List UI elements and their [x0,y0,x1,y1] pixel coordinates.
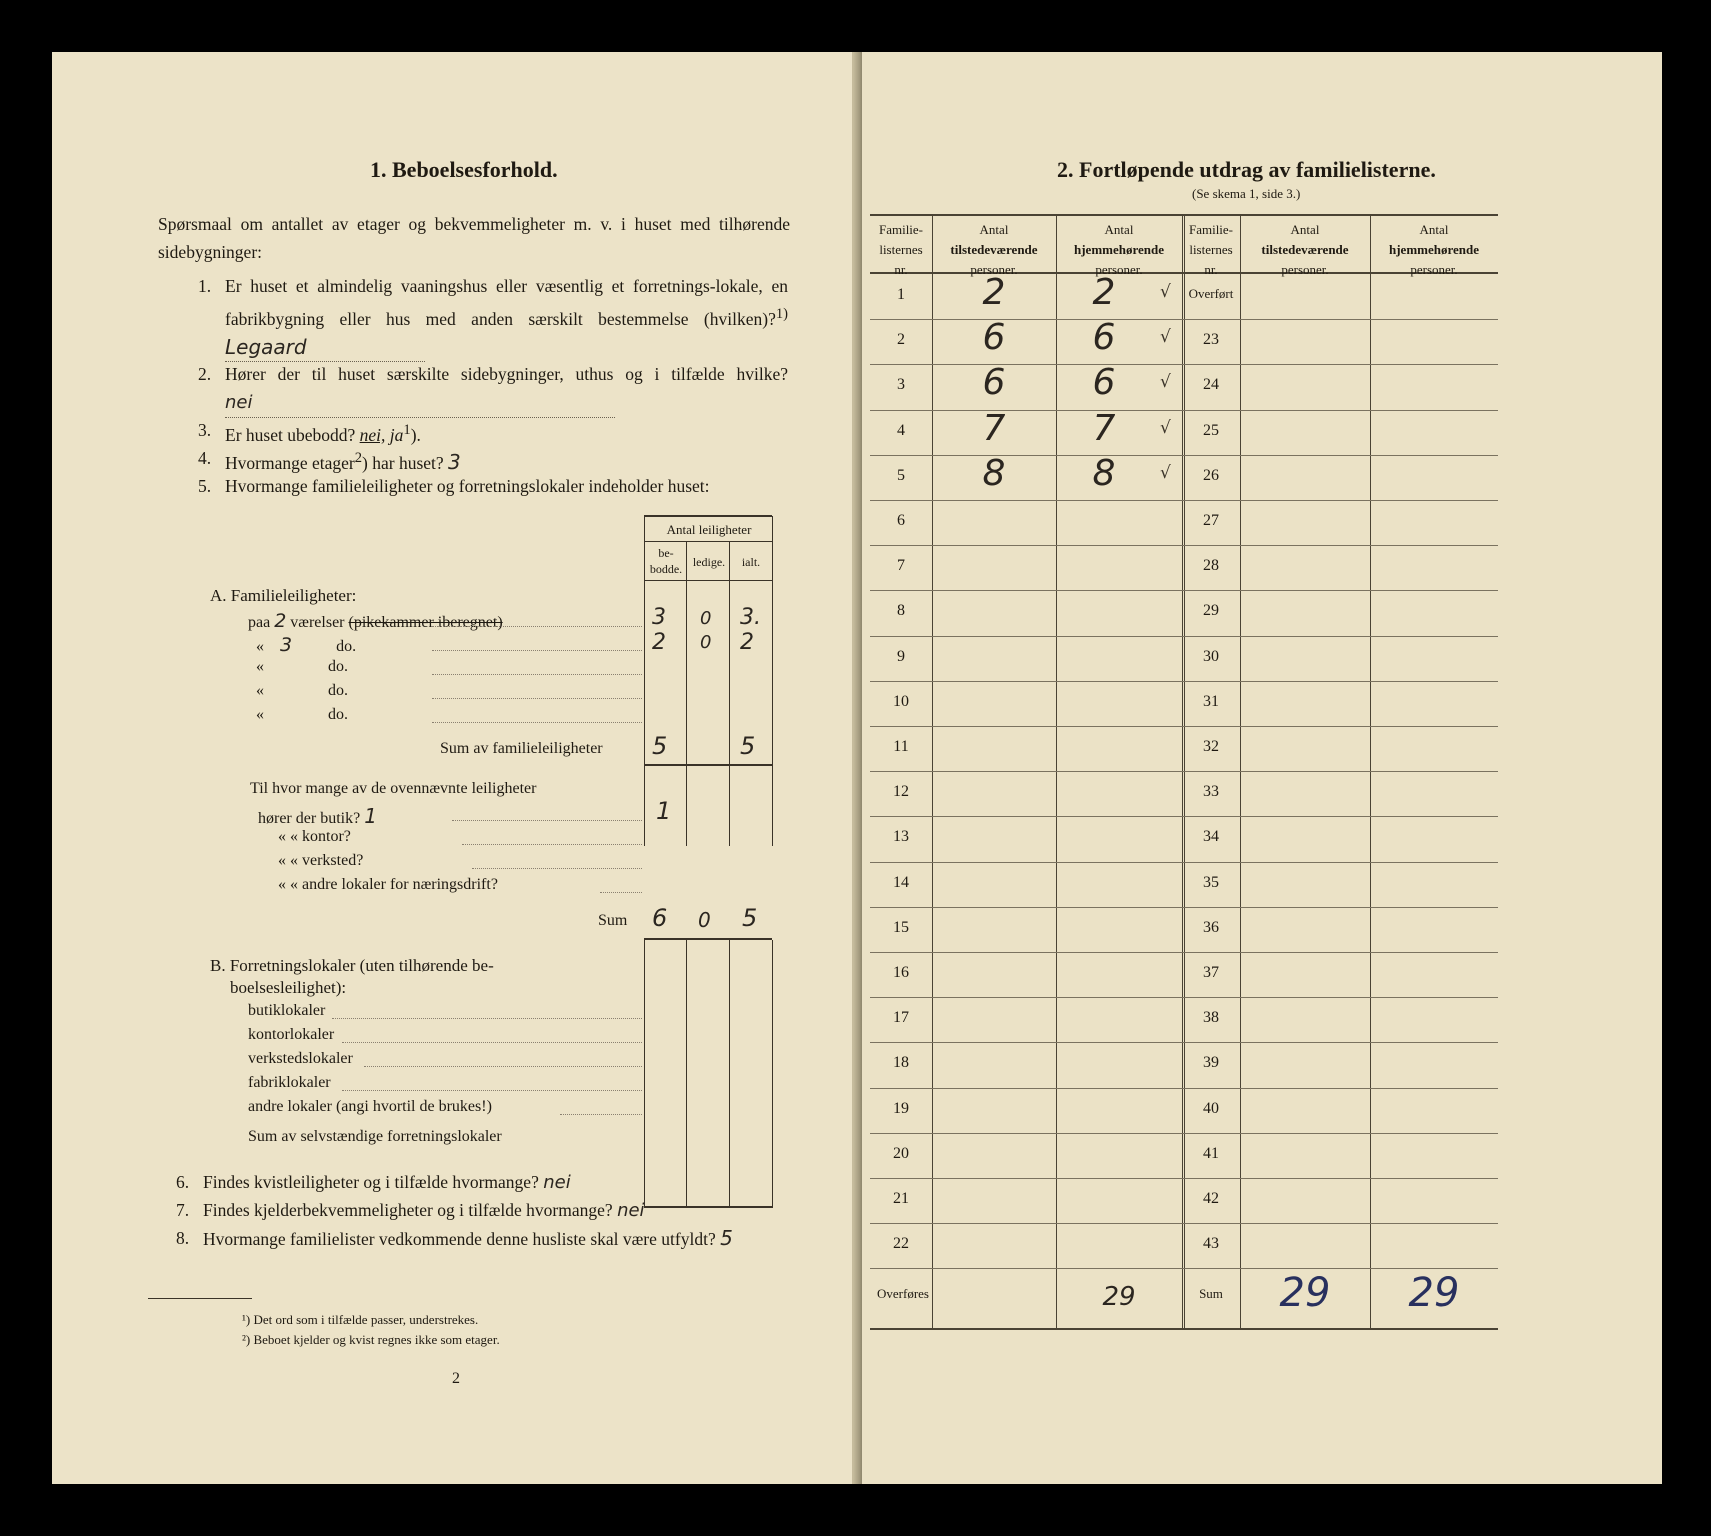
table-head: Antal leiligheter [666,522,752,537]
right-list-number: 29 [1203,602,1219,620]
left-list-number: 13 [893,828,909,846]
present-count: 6 [982,317,1006,359]
table-bottom-rule [870,1328,1498,1330]
right-list-number: 26 [1203,466,1219,484]
a1-bebodde: 3 [652,605,666,630]
row-rule-13 [870,862,1498,863]
question-3: 3. Er huset ubebodd? nei, $ja^1$). [198,420,421,445]
footnote-1: ¹) Det ord som i tilfælde passer, understrekes. [242,1312,479,1327]
a1-ledige: 0 [700,608,712,629]
table-header-3-line-3: personer. [1095,262,1143,277]
row-rule-20 [870,1178,1498,1179]
table-header-4-line-2: listernes [1189,242,1233,257]
home-count: 2 [1092,272,1116,313]
question-2: 2. Hører der til huset særskilte sidebygninger, uthus og i tilfælde hvilke? nei [198,360,788,418]
left-list-number: 18 [893,1054,909,1072]
left-list-number: 7 [897,557,905,575]
butik-question-1: Til hvor mange av de ovennævnte leiligheter [250,780,537,797]
question-5: 5. Hvormange familieleiligheter og forretningslokaler indeholder huset: [198,476,710,496]
left-list-number: 4 [897,421,905,439]
present-count: 2 [982,272,1006,313]
right-list-number: 28 [1203,557,1219,575]
row-rule-5 [870,500,1498,501]
col-ialt: ialt. [741,555,761,569]
right-list-number: 24 [1203,376,1219,394]
row-a2: « 3 do. [256,634,357,656]
present-count: 6 [982,362,1006,404]
right-list-number: 30 [1203,647,1219,665]
table-header-2-line-2: tilstedeværende [950,242,1038,257]
left-list-number: 2 [897,331,905,349]
table-header-5-line-2: tilstedeværende [1261,242,1349,257]
b-row-1: butiklokaler [248,1002,326,1019]
left-list-number: 5 [897,466,905,484]
check-mark: √ [1160,417,1171,438]
table-header-5-line-1: Antal [1290,222,1320,237]
sum-label: Sum [598,912,628,929]
row-rule-12 [870,816,1498,817]
question-7: 7. Findes kjelderbekvemmeligheter og i tilfælde hvormange? nei [176,1200,645,1221]
right-list-number: 36 [1203,918,1219,936]
right-list-number: 27 [1203,512,1219,529]
table-header-1-line-2: listernes [879,242,923,257]
right-list-number: 43 [1203,1235,1219,1253]
sum-bebodde: 6 [652,904,668,932]
table-header-2-line-1: Antal [979,222,1009,237]
right-list-number: 35 [1203,873,1219,891]
question-1: 1. Er huset et almindelig vaaningshus eller væsentlig et forretnings-lokale, en fabrikbygning eller hus med anden særskilt bestemmelse (hvilken)?$^{1)}$ Legaard [198,272,788,362]
right-page-title: 2. Fortløpende utdrag av familielisterne. [1057,157,1436,182]
left-page-title: 1. Beboelsesforhold. [370,157,558,182]
left-list-number: 19 [893,1099,909,1117]
left-list-number: 8 [897,602,905,620]
sum-a-bebodde: 5 [652,732,668,760]
table-header-6-line-3: personer. [1410,262,1458,277]
table-header-3-line-1: Antal [1104,222,1134,237]
section-a-label: A. Familieleiligheter: [210,586,357,605]
col-ledige: ledige. [692,555,726,569]
kontor-row: « « kontor? [278,828,351,845]
overfores-label: Overføres [877,1286,929,1302]
question-8: 8. Hvormange familielister vedkommende denne husliste skal være utfyldt? 5 [176,1226,733,1250]
row-a4: « do. [256,682,348,699]
row-a3: « do. [256,658,348,675]
andre-row: « « andre lokaler for næringsdrift? [278,876,498,893]
row-rule-11 [870,771,1498,772]
right-list-number: 39 [1203,1054,1219,1072]
b-row-2: kontorlokaler [248,1026,335,1043]
left-list-number: 11 [893,738,909,755]
check-mark: √ [1160,462,1171,483]
home-count: 6 [1092,362,1116,404]
table-header-6-line-1: Antal [1419,222,1449,237]
left-list-number: 1 [897,286,905,303]
table-header-1-line-3: nr. [894,262,908,277]
left-list-number: 14 [893,873,909,891]
sum-b-label: Sum av selvstændige forretningslokaler [248,1128,502,1145]
row-rule-18 [870,1088,1498,1089]
right-list-number: Overført [1188,286,1234,301]
present-count: 7 [982,407,1006,449]
a2-bebodde: 2 [652,630,666,655]
row-rule-15 [870,952,1498,953]
left-list-number: 16 [893,964,909,981]
right-list-number: 42 [1203,1190,1219,1207]
table-header-6-line-2: hjemmehørende [1388,242,1480,257]
butik-value: 1 [656,797,672,825]
right-page-subtitle: (Se skema 1, side 3.) [1192,186,1301,201]
row-rule-7 [870,590,1498,591]
q4-answer: 3 [448,449,461,474]
table-header-5-line-3: personer. [1281,262,1329,277]
present-count: 8 [982,452,1006,494]
right-list-number: 32 [1203,738,1219,755]
left-list-number: 12 [893,783,909,801]
row-a1: paa 2 værelser (pikekammer iberegnet) [248,610,503,632]
familielister-table [862,52,1662,1484]
home-count: 7 [1092,407,1116,449]
row-rule-17 [870,1042,1498,1043]
q2-answer: nei [225,389,615,418]
left-list-number: 22 [893,1235,909,1253]
a2-ialt: 2 [740,630,754,655]
left-list-number: 6 [897,512,905,529]
check-mark: √ [1160,372,1171,393]
row-rule-22 [870,1268,1498,1269]
right-list-number: 25 [1203,421,1219,439]
table-header-1-line-1: Familie- [878,222,924,237]
page-number: 2 [452,1370,460,1387]
sum-a-ialt: 5 [740,732,756,760]
row-rule-9 [870,681,1498,682]
right-list-number: 23 [1203,331,1219,349]
row-rule-8 [870,636,1498,637]
row-rule-19 [870,1133,1498,1134]
left-page [52,52,852,1484]
left-list-number: 3 [897,376,905,394]
table-header-3-line-2: hjemmehørende [1073,242,1165,257]
table-header-4-line-3: nr. [1204,262,1218,277]
row-rule-10 [870,726,1498,727]
left-list-number: 17 [893,1009,909,1027]
sum-home: 29 [1408,1270,1460,1317]
table-header-4-line-1: Familie- [1188,222,1234,237]
overfores-value: 29 [1102,1282,1136,1313]
a2-ledige: 0 [700,632,712,653]
row-rule-16 [870,997,1498,998]
b-row-3: verkstedslokaler [248,1050,353,1067]
row-rule-21 [870,1223,1498,1224]
right-list-number: 38 [1203,1009,1219,1027]
sum-a-label: Sum av familieleiligheter [440,740,603,757]
col-bebodde: be-bodde. [649,546,683,576]
left-list-number: 15 [893,918,909,936]
right-list-number: 31 [1203,692,1219,710]
right-list-number: 34 [1203,828,1219,846]
right-page [862,52,1662,1484]
check-mark: √ [1160,282,1171,302]
right-list-number: 40 [1203,1099,1219,1117]
row-rule-6 [870,545,1498,546]
section-b-label-2: boelsesleilighet): [230,978,347,997]
left-list-number: 10 [893,692,909,710]
question-4: 4. Hvormange etager$^2$) har huset? 3 [198,448,461,474]
left-list-number: 9 [897,647,905,665]
right-list-number: 33 [1203,783,1219,801]
left-list-number: 20 [893,1144,909,1162]
sum-label: Sum [1199,1286,1223,1302]
b-row-5: andre lokaler (angi hvortil de brukes!) [248,1098,492,1115]
left-list-number: 21 [893,1190,909,1207]
question-6: 6. Findes kvistleiligheter og i tilfælde hvormange? nei [176,1172,571,1193]
check-mark: √ [1160,327,1171,348]
sum-ledige: 0 [698,908,711,932]
butik-question-2: hører der butik? 1 [258,804,377,828]
q1-answer: Legaard [225,333,425,362]
b-row-4: fabriklokaler [248,1074,331,1091]
table-header-2-line-3: personer. [970,262,1018,277]
home-count: 6 [1092,317,1116,359]
row-rule-14 [870,907,1498,908]
right-list-number: 41 [1203,1144,1219,1162]
sum-ialt: 5 [742,904,758,932]
footnote-2: ²) Beboet kjelder og kvist regnes ikke som etager. [242,1332,500,1347]
sum-present: 29 [1279,1270,1331,1317]
verksted-row: « « verksted? [278,852,364,869]
right-list-number: 37 [1203,964,1219,981]
section-b-label-1: B. Forretningslokaler (uten tilhørende be- [210,956,494,975]
home-count: 8 [1092,452,1116,494]
a1-ialt: 3. [740,605,761,630]
row-a5: « do. [256,706,348,723]
intro-text: Spørsmaal om antallet av etager og bekvemmeligheter m. v. i huset med tilhørende sidebygninger: [158,214,790,262]
